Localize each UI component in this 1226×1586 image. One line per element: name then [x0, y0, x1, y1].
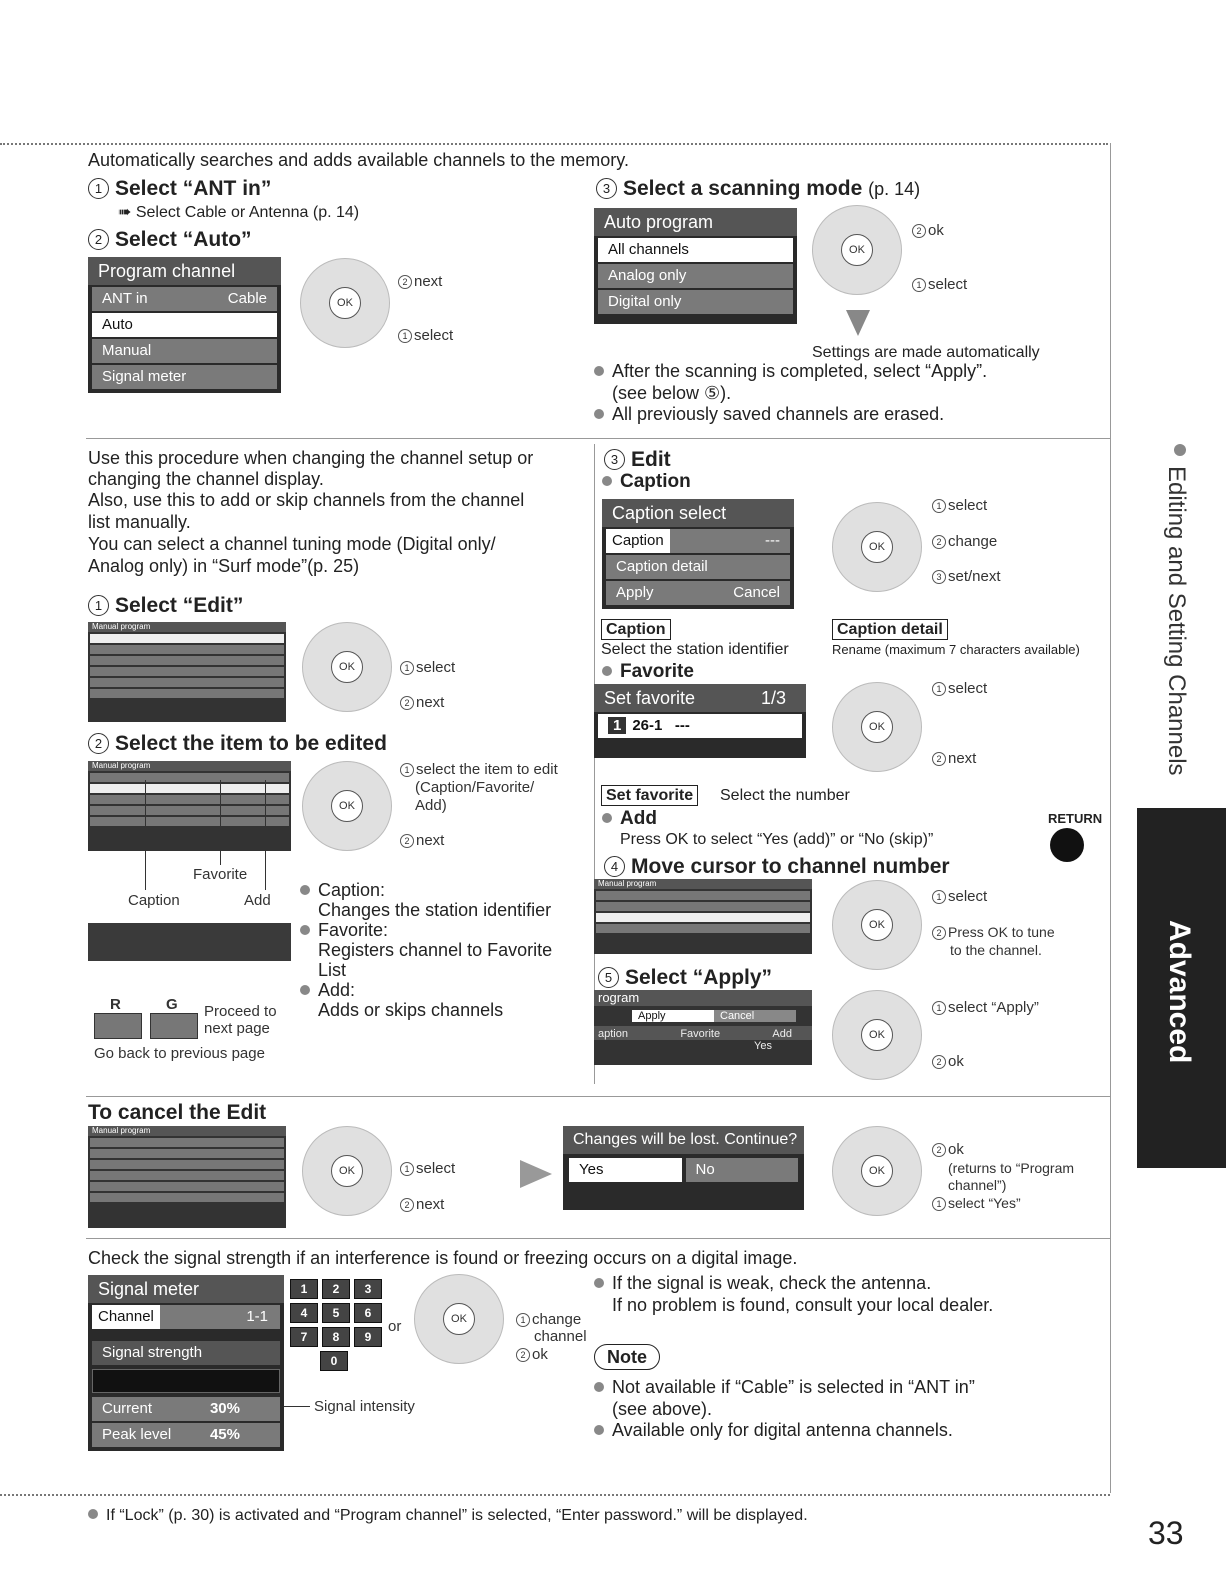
caption-col: aption [598, 1028, 628, 1040]
caption-detail-box: Caption detail [832, 619, 948, 640]
cancel-button[interactable]: Cancel [733, 584, 780, 601]
label-next: 2 next [400, 694, 444, 712]
label-select: 1 select [400, 1160, 455, 1178]
menu-all-channels[interactable]: All channels [598, 238, 793, 262]
caption-menu-title: Caption select [602, 499, 794, 527]
page-number: 33 [1148, 1515, 1184, 1551]
fav-menu-title: Set favorite 1/3 [594, 684, 806, 712]
menu-signal-meter[interactable]: Signal meter [92, 365, 277, 389]
remote-wheel-1 [300, 258, 390, 348]
mini-title: Manual program [88, 622, 286, 632]
manual-intro1: Use this procedure when changing the channel setup or [88, 448, 534, 468]
remote-wheel-3 [302, 622, 392, 712]
label-select-item3: Add) [415, 797, 447, 814]
key-8[interactable]: 8 [322, 1327, 350, 1347]
auto-note1b: (see below ⑤). [612, 383, 732, 403]
edit-step3: 3 Edit [604, 448, 671, 472]
manual-program-mini-1 [88, 622, 286, 722]
favorite-col: Favorite [680, 1028, 721, 1040]
remote-wheel-9 [302, 1126, 392, 1216]
auto-note1: After the scanning is completed, select “Apply”. [594, 361, 987, 382]
manual-intro2: changing the channel display. [88, 469, 324, 489]
signal-bullet2b: (see above). [612, 1399, 713, 1419]
down-arrow-icon [846, 310, 870, 336]
channel-row[interactable] [92, 1305, 280, 1329]
auto-step3: 3 Select a scanning mode (p. 14) [596, 177, 920, 201]
mini-title: Manual program [88, 761, 291, 771]
remote-wheel-8 [832, 990, 922, 1080]
red-button-icon [94, 1013, 142, 1039]
manual-step1: 1 Select “Edit” [88, 594, 243, 618]
key-9[interactable]: 9 [354, 1327, 382, 1347]
channel-label: Channel [92, 1305, 160, 1329]
caption-detail-desc: Rename (maximum 7 characters available) [832, 642, 1080, 657]
mini-title: Manual program [88, 1126, 286, 1136]
caption-select-menu [602, 499, 794, 609]
menu-title: Program channel [88, 257, 281, 285]
label-or: or [388, 1318, 402, 1335]
menu-analog-only[interactable]: Analog only [598, 264, 793, 288]
menu-auto[interactable]: Auto [92, 313, 277, 337]
green-button-icon [150, 1013, 198, 1039]
peak-row: Peak level 45% [92, 1423, 280, 1447]
signal-intro: Check the signal strength if an interference is found or freezing occurs on a digital image. [88, 1248, 798, 1268]
label-change: 1 change [516, 1311, 581, 1329]
label-next-page: next page [204, 1020, 270, 1037]
key-0[interactable]: 0 [320, 1351, 348, 1371]
signal-bullet2: Not available if “Cable” is selected in “ANT in” [594, 1377, 975, 1398]
dialog-yes-button[interactable]: Yes [569, 1158, 682, 1182]
ok-button-icon: OK [861, 909, 893, 941]
label-next: 2 next [932, 750, 976, 768]
label-ok: 2 ok [912, 222, 944, 240]
remote-wheel-7 [832, 880, 922, 970]
yes-cell: Yes [754, 1040, 772, 1052]
label-signal-intensity: Signal intensity [314, 1398, 415, 1415]
number-keys [290, 1277, 386, 1373]
caption-box-desc: Select the station identifier [601, 641, 789, 658]
current-row: Current 30% [92, 1397, 280, 1421]
label-select: 1 select [400, 659, 455, 677]
add-col: Add [772, 1028, 792, 1040]
manual-program-mini-3 [594, 879, 812, 954]
label-change: 2 change [932, 533, 997, 551]
edit-add-heading: Add [602, 807, 657, 831]
remote-wheel-11 [414, 1274, 504, 1364]
ok-button-icon: OK [861, 711, 893, 743]
label-proceed: Proceed to [204, 1003, 277, 1020]
ok-button-icon: OK [861, 531, 893, 563]
channel-value: 1-1 [246, 1308, 268, 1325]
label-channel: channel [534, 1328, 587, 1345]
auto-note2: All previously saved channels are erased. [594, 404, 944, 425]
label-ok: 2 ok [932, 1053, 964, 1071]
ok-button-icon: OK [329, 287, 361, 319]
label-r: R [110, 996, 121, 1013]
apply-menu-title: rogram [594, 990, 812, 1006]
label-go-back: Go back to previous page [94, 1045, 265, 1062]
manual-program-mini-2 [88, 761, 291, 851]
remote-wheel-5 [832, 502, 922, 592]
divider-3 [86, 1238, 1110, 1239]
caption-row[interactable] [606, 529, 790, 553]
label-select-item2: (Caption/Favorite/ [415, 779, 535, 796]
label-select: 1 select [398, 327, 453, 345]
edit-step5: 5 Select “Apply” [598, 966, 772, 990]
auto-intro: Automatically searches and adds available channels to the memory. [88, 150, 629, 170]
dialog-no-button[interactable]: No [686, 1158, 799, 1182]
label-setnext: 3 set/next [932, 568, 1001, 586]
side-bullet-icon [1174, 444, 1186, 456]
caption-box: Caption [601, 619, 671, 640]
menu-digital-only[interactable]: Digital only [598, 290, 793, 314]
caption-value: --- [765, 532, 780, 549]
manual-program-mini-4 [88, 1126, 286, 1228]
key-7[interactable]: 7 [290, 1327, 318, 1347]
cancel-item[interactable]: Cancel [714, 1010, 796, 1022]
label-select: 1 select [932, 888, 987, 906]
set-favorite-menu [594, 684, 806, 758]
intensity-pointer [284, 1406, 310, 1407]
manual-intro5: You can select a channel tuning mode (Digital only/ [88, 534, 496, 554]
key-6[interactable]: 6 [354, 1303, 382, 1323]
favorite-pointer [220, 780, 221, 865]
side-tab-advanced[interactable]: Advanced [1163, 920, 1196, 1064]
ok-button-icon: OK [331, 790, 363, 822]
label-next: 2 next [398, 273, 442, 291]
signal-bullet1b: If no problem is found, consult your local dealer. [612, 1295, 994, 1315]
label-select-apply: 1 select “Apply” [932, 999, 1039, 1017]
label-next: 2 next [400, 832, 444, 850]
label-ok: 2 ok [516, 1346, 548, 1364]
auto-step2: 2 Select “Auto” [88, 228, 252, 252]
ok-button-icon: OK [841, 234, 873, 266]
signal-bullet3: Available only for digital antenna channels. [594, 1420, 953, 1441]
set-favorite-desc: Select the number [720, 787, 850, 804]
label-select: 1 select [932, 680, 987, 698]
cancel-title: To cancel the Edit [88, 1101, 267, 1124]
label-returns: (returns to “Program [948, 1160, 1075, 1176]
key-2[interactable]: 2 [322, 1279, 350, 1299]
menu-ant-in[interactable] [92, 287, 277, 311]
label-press-ok: 2 Press OK to tune [932, 923, 1055, 941]
label-favorite: Favorite [193, 866, 248, 883]
apply-button[interactable]: Apply [616, 584, 654, 601]
label-select: 1 select [912, 276, 967, 294]
signal-bar [92, 1369, 280, 1393]
key-1[interactable]: 1 [290, 1279, 318, 1299]
signal-menu-title: Signal meter [88, 1275, 284, 1303]
label-press-ok2: to the channel. [950, 942, 1042, 958]
caption-pointer [145, 780, 146, 890]
ok-button-icon: OK [861, 1155, 893, 1187]
settings-auto: Settings are made automatically [812, 344, 1040, 361]
right-frame [1110, 143, 1111, 1493]
ok-button-icon: OK [443, 1303, 475, 1335]
remote-wheel-10 [832, 1126, 922, 1216]
edit-favorite-heading: Favorite [602, 660, 694, 684]
dialog-title: Changes will be lost. Continue? [563, 1126, 804, 1154]
ok-button-icon: OK [331, 1155, 363, 1187]
manual-desc: Caption: Changes the station identifier Favorite: Registers channel to Favorite List Add: Adds or skips channels [300, 880, 552, 1020]
manual-step2: 2 Select the item to be edited [88, 732, 387, 756]
divider-2 [86, 1096, 1110, 1097]
signal-strength-label: Signal strength [92, 1341, 280, 1365]
note-badge: Note [594, 1344, 660, 1370]
cable-value: Cable [227, 290, 267, 307]
label-next: 2 next [400, 1196, 444, 1214]
ok-button-icon: OK [861, 1019, 893, 1051]
signal-bullet1: If the signal is weak, check the antenna. [594, 1273, 931, 1294]
label-select: 1 select [932, 497, 987, 515]
manual-intro3: Also, use this to add or skip channels from the channel [88, 490, 525, 510]
add-pointer [265, 780, 266, 890]
ok-button-icon: OK [331, 651, 363, 683]
remote-wheel-2 [812, 205, 902, 295]
caption-detail-item[interactable]: Caption detail [606, 555, 790, 579]
key-3[interactable]: 3 [354, 1279, 382, 1299]
auto-step1-sub: ➠ Select Cable or Antenna (p. 14) [118, 204, 360, 221]
label-g: G [166, 996, 178, 1013]
auto-program-menu [594, 208, 797, 324]
ant-in-label: ANT in [102, 290, 148, 307]
label-select-item: 1 select the item to edit [400, 761, 558, 779]
label-ok: 2 ok [932, 1141, 964, 1159]
label-add: Add [244, 892, 271, 909]
side-tab-editing[interactable]: Editing and Setting Channels [1163, 466, 1190, 776]
program-channel-menu [88, 257, 281, 393]
edit-caption-heading: Caption [602, 470, 691, 494]
apply-menu [594, 990, 812, 1065]
caption-label: Caption [606, 529, 670, 553]
label-returns2: channel”) [948, 1177, 1007, 1193]
signal-meter-menu [88, 1275, 284, 1451]
divider-mid [594, 444, 595, 1084]
remote-wheel-4 [302, 761, 392, 851]
set-favorite-box: Set favorite [601, 785, 698, 806]
right-arrow-icon [520, 1160, 552, 1188]
edit-step4: 4 Move cursor to channel number [604, 855, 950, 879]
manual-intro6: Analog only) in “Surf mode”(p. 25) [88, 556, 360, 576]
confirm-dialog [563, 1126, 804, 1210]
footer-note: If “Lock” (p. 30) is activated and “Program channel” is selected, “Enter password.” will be displayed. [88, 1506, 808, 1525]
manual-intro4: list manually. [88, 512, 191, 532]
return-label: RETURN [1048, 811, 1103, 826]
remote-wheel-6 [832, 682, 922, 772]
menu-manual[interactable]: Manual [92, 339, 277, 363]
bottom-dotted-border [0, 1494, 1110, 1496]
add-desc: Press OK to select “Yes (add)” or “No (skip)” [620, 831, 934, 848]
apply-cancel-row [606, 581, 790, 605]
label-caption: Caption [128, 892, 180, 909]
top-dotted-border [0, 143, 1108, 145]
key-4[interactable]: 4 [290, 1303, 318, 1323]
divider-1 [86, 438, 1110, 439]
return-button-icon [1050, 828, 1084, 862]
label-select-yes: 1 select “Yes” [932, 1194, 1021, 1212]
mini-title: Manual program [594, 879, 812, 889]
auto-menu-title: Auto program [594, 208, 797, 236]
auto-step1: 1 Select “ANT in” [88, 177, 271, 201]
key-5[interactable]: 5 [322, 1303, 350, 1323]
apply-item[interactable]: Apply [632, 1010, 714, 1022]
fav-row[interactable]: 1 26-1 --- [598, 714, 802, 738]
page-nav-bar [88, 923, 291, 961]
